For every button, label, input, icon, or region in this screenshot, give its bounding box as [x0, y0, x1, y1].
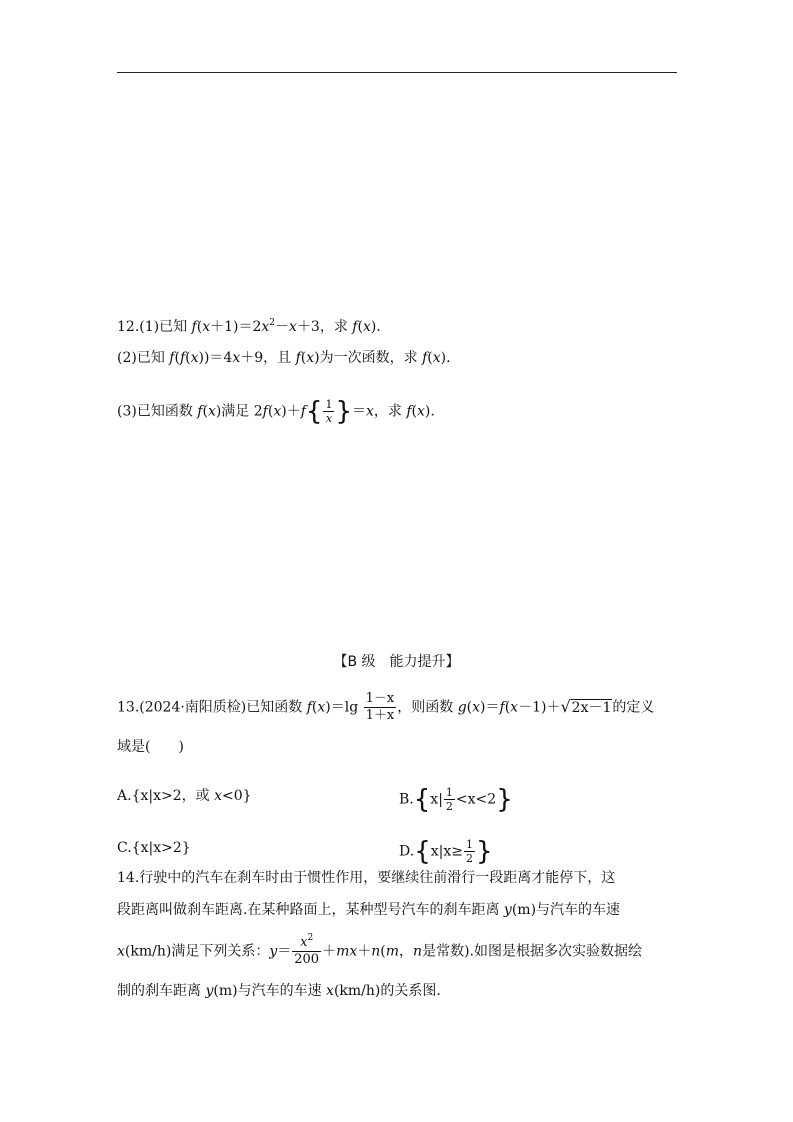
option-c	[117, 838, 191, 858]
text: (	[411, 403, 417, 420]
left-brace: {	[413, 784, 431, 815]
radicand: 2x－1	[571, 699, 612, 716]
right-brace: }	[496, 784, 513, 815]
text: <0}	[221, 788, 252, 804]
var: y	[503, 902, 512, 918]
var: g	[457, 699, 467, 716]
var: f	[300, 403, 306, 420]
text: ＋3，求	[296, 319, 353, 335]
var: x	[232, 350, 241, 366]
text: (2)已知	[117, 350, 170, 366]
denominator: x	[325, 412, 333, 425]
text: )＋	[281, 403, 301, 420]
text: (	[380, 943, 386, 960]
denominator: 1＋x	[365, 708, 395, 723]
var: x	[362, 319, 371, 335]
text: (	[427, 350, 433, 366]
option-label: A.	[117, 788, 132, 804]
option-label: D.	[399, 843, 415, 860]
option-label: C.	[117, 840, 132, 856]
q14-line-2	[117, 900, 620, 920]
text: 的定义	[612, 699, 655, 716]
var: x	[202, 319, 211, 335]
right-brace: }	[335, 396, 352, 427]
text: (m)与汽车的车速	[511, 902, 621, 918]
var: x	[306, 350, 315, 366]
text: (	[185, 350, 191, 366]
var: f	[179, 350, 186, 366]
text: x|	[430, 791, 443, 808]
q13-line-2: 域是( )	[117, 739, 184, 755]
var: x	[417, 403, 425, 420]
square-root	[560, 697, 612, 718]
text: ).	[440, 350, 451, 366]
var: f	[295, 350, 301, 366]
numerator	[292, 935, 321, 952]
q12-line-1	[117, 317, 381, 337]
exponent: 2	[307, 933, 314, 943]
var: y	[269, 943, 278, 960]
text: (	[504, 699, 511, 716]
var: m	[385, 943, 400, 960]
text: 制的刹车距离	[117, 983, 206, 999]
var: x	[349, 943, 358, 960]
text: (	[196, 319, 203, 335]
var: x	[117, 943, 125, 960]
text: {x|x>2}	[131, 840, 191, 856]
q12-line-3	[117, 398, 435, 425]
left-brace: {	[305, 396, 323, 427]
denominator: 2	[465, 852, 473, 865]
right-brace: }	[475, 836, 493, 867]
var: f	[306, 699, 312, 716]
q14-line-1: 14.行驶中的汽车在刹车时由于惯性作用，要继续往前滑行一段距离才能停下，这	[117, 870, 616, 886]
var: x	[472, 699, 481, 716]
var: x	[432, 350, 441, 366]
var: x	[326, 983, 334, 999]
var: x	[207, 403, 216, 420]
var: x	[510, 699, 519, 716]
var: f	[499, 699, 505, 716]
fraction	[292, 935, 321, 968]
text: )为一次函数，求	[314, 350, 423, 366]
option-label: B.	[399, 791, 414, 808]
text: )＝	[480, 699, 500, 716]
radical-sign-icon: √	[560, 696, 571, 716]
text: ＝	[277, 943, 292, 960]
option-a	[117, 786, 252, 806]
text: ＋9，且	[240, 350, 296, 366]
denominator: 200	[294, 952, 320, 967]
text: (km/h)满足下列关系：	[124, 943, 270, 960]
q13-line-1	[117, 691, 654, 724]
text: 是常数).如图是根据多次实验数据绘	[422, 943, 642, 960]
text: <x<2	[455, 791, 497, 808]
text: (	[267, 403, 274, 420]
text: ))＝4	[198, 350, 233, 366]
text: ，	[399, 943, 414, 960]
var: x	[300, 935, 308, 950]
exponent: 2	[269, 318, 276, 328]
var: m	[336, 943, 350, 960]
text: (m)与汽车的车速	[213, 983, 327, 999]
text: (km/h)的关系图.	[333, 983, 441, 999]
text: －	[275, 319, 290, 335]
var: x	[214, 788, 222, 804]
var: x	[261, 319, 270, 335]
numerator: 1	[465, 838, 473, 851]
text: )＝lg	[325, 699, 363, 716]
text: －1)＋	[518, 699, 561, 716]
fraction	[464, 838, 475, 865]
var: x	[273, 403, 282, 420]
fraction	[444, 786, 455, 813]
option-d	[399, 838, 493, 865]
text: ＝	[351, 403, 366, 420]
text: ＋	[322, 943, 337, 960]
numerator: 1	[325, 398, 333, 411]
q14-line-4	[117, 981, 441, 1001]
text: ＋	[357, 943, 372, 960]
text: (3)已知函数	[117, 403, 198, 420]
numerator: 1－x	[365, 691, 395, 706]
var: x	[190, 350, 199, 366]
var: n	[371, 943, 381, 960]
text: ，求	[373, 403, 407, 420]
text: (	[311, 699, 318, 716]
var: f	[169, 350, 175, 366]
numerator: 1	[445, 786, 453, 799]
var: f	[406, 403, 412, 420]
fraction	[364, 691, 397, 724]
text: (	[202, 403, 208, 420]
var: y	[205, 983, 214, 999]
text: ＋1)＝2	[210, 319, 262, 335]
q14-line-3	[117, 935, 642, 968]
var: f	[191, 319, 197, 335]
denominator: 2	[445, 800, 453, 813]
text: ，则函数	[397, 699, 458, 716]
fraction	[323, 398, 334, 425]
var: f	[197, 403, 203, 420]
var: f	[352, 319, 358, 335]
section-heading: 【B 级 能力提升】	[333, 654, 460, 670]
left-brace: {	[414, 836, 431, 867]
header-rule	[117, 72, 677, 73]
text: (	[174, 350, 180, 366]
var: x	[289, 319, 297, 335]
var: x	[365, 403, 374, 420]
text: ).	[424, 403, 435, 420]
text: (	[466, 699, 473, 716]
text: 段距离叫做刹车距离.在某种路面上，某种型号汽车的刹车距离	[117, 902, 504, 918]
var: f	[422, 350, 428, 366]
text: (	[357, 319, 363, 335]
text: 12.(1)已知	[117, 319, 192, 335]
text: 13.(2024·南阳质检)已知函数	[117, 699, 307, 716]
var: f	[262, 403, 268, 420]
var: x	[317, 699, 326, 716]
text: x|x≥	[430, 843, 463, 860]
q12-line-2	[117, 348, 451, 368]
var: n	[413, 943, 423, 960]
option-b	[399, 786, 513, 813]
text: (	[300, 350, 307, 366]
text: )满足 2	[215, 403, 263, 420]
text: ).	[370, 319, 381, 335]
text: {x|x>2，或	[131, 788, 215, 804]
